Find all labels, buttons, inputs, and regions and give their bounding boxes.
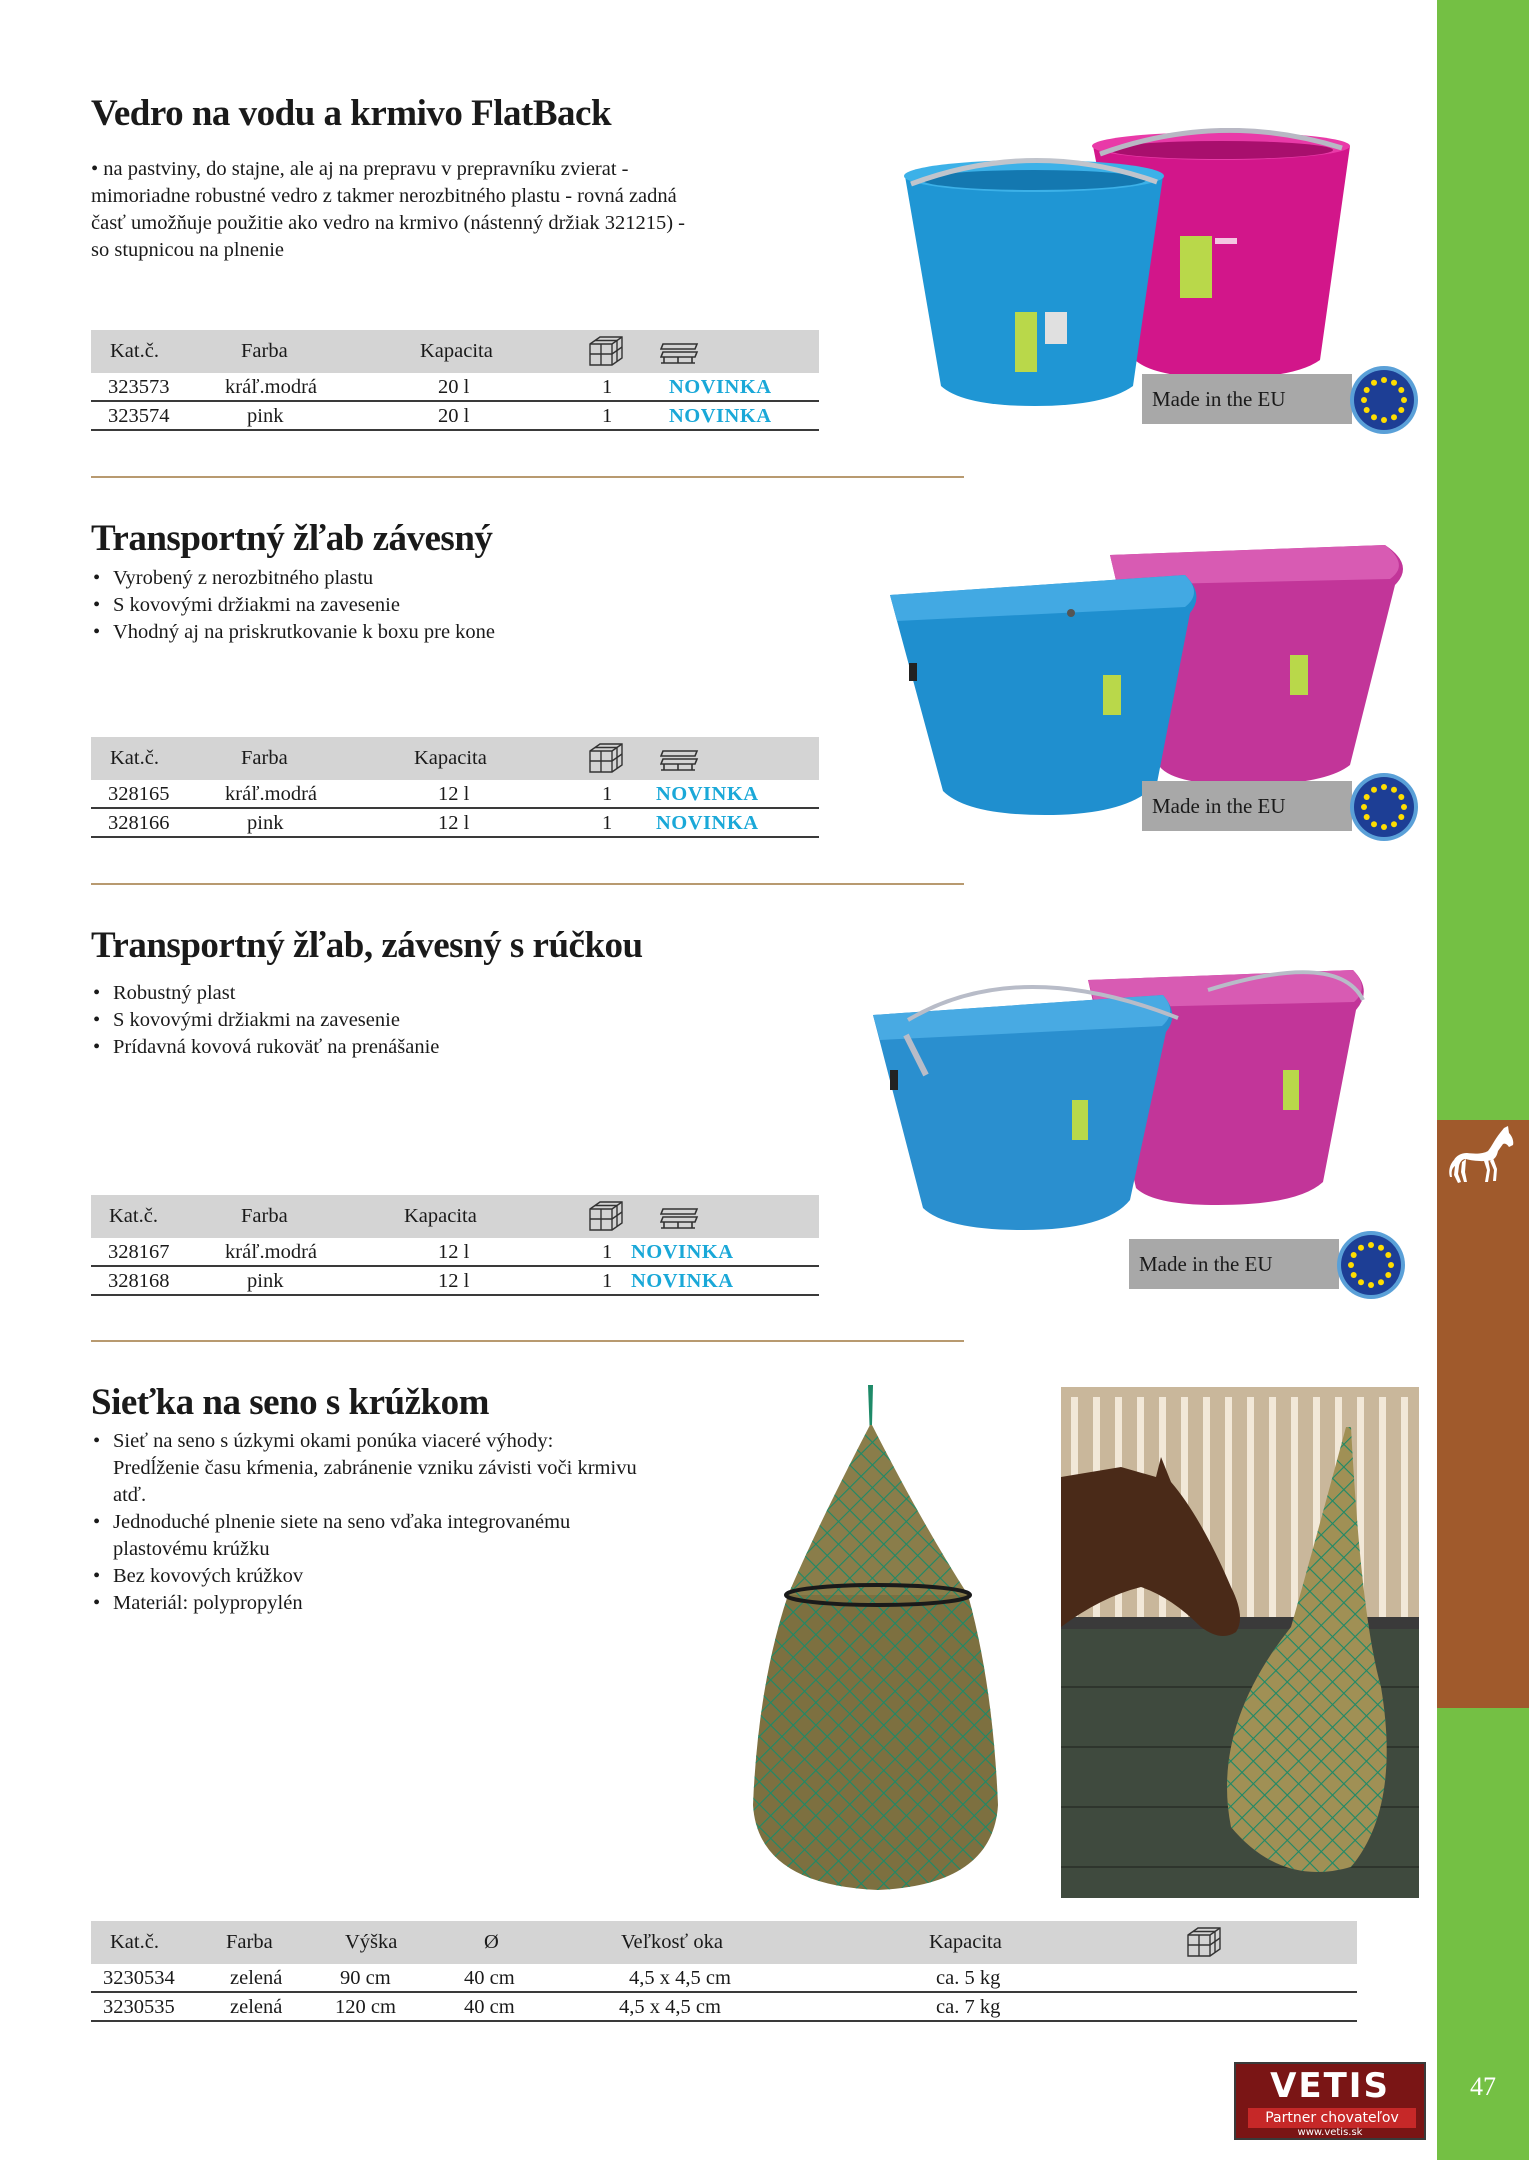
header-cat: Kat.č. <box>109 1205 158 1227</box>
cell-color: pink <box>247 1270 284 1292</box>
vetis-logo <box>1234 2062 1426 2140</box>
cell-color: kráľ.modrá <box>225 783 317 805</box>
horse-stall-photo <box>1061 1387 1419 1898</box>
side-bar-green <box>1437 0 1529 2160</box>
description-line: časť umožňuje použitie ako vedro na krmivo (nástenný držiak 321215) - <box>91 212 685 234</box>
novinka-badge: NOVINKA <box>656 783 759 805</box>
cell-capacity: 12 l <box>438 1241 470 1263</box>
section-3-bullets <box>91 980 439 1061</box>
table-row <box>91 780 819 809</box>
list-item: • Bez kovových krúžkov <box>93 1565 304 1587</box>
box-icon <box>588 334 624 368</box>
cell-cat: 3230535 <box>103 1996 175 2018</box>
list-item: • Materiál: polypropylén <box>93 1592 303 1614</box>
header-diameter: Ø <box>484 1931 499 1953</box>
cell-cat: 328168 <box>108 1270 170 1292</box>
table-row <box>91 1238 819 1267</box>
section-1-table <box>91 330 819 431</box>
table-header <box>91 737 819 780</box>
table-row <box>91 402 819 431</box>
box-icon <box>1186 1925 1222 1959</box>
cell-cat: 328165 <box>108 783 170 805</box>
table-row <box>91 1993 1357 2022</box>
cell-height: 120 cm <box>335 1996 396 2018</box>
header-capacity: Kapacita <box>404 1205 477 1227</box>
cell-cat: 323574 <box>108 405 170 427</box>
pallet-icon <box>660 1205 700 1231</box>
cell-color: pink <box>247 812 284 834</box>
header-mesh-size: Veľkosť oka <box>621 1931 723 1953</box>
novinka-badge: NOVINKA <box>631 1241 734 1263</box>
header-color: Farba <box>241 1205 288 1227</box>
header-capacity: Kapacita <box>420 340 493 362</box>
eu-flag-icon <box>1349 365 1419 435</box>
made-in-eu-badge <box>1142 374 1422 424</box>
list-item-text: Sieť na seno s úzkymi okami ponúka viaceré výhody: <box>113 1430 554 1452</box>
list-item-continuation: plastovému krúžku <box>113 1538 270 1560</box>
section-1-title: Vedro na vodu a krmivo FlatBack <box>91 93 612 134</box>
header-cat: Kat.č. <box>110 747 159 769</box>
cell-diameter: 40 cm <box>464 1967 515 1989</box>
table-row <box>91 1964 1357 1993</box>
box-icon <box>588 741 624 775</box>
cell-capacity: 20 l <box>438 376 470 398</box>
section-1-description <box>91 156 685 264</box>
description-line: so stupnicou na plnenie <box>91 239 285 261</box>
cell-pack: 1 <box>602 1270 613 1292</box>
description-line: mimoriadne robustné vedro z takmer nerozbitného plastu - rovná zadná <box>91 185 677 207</box>
made-in-eu-label: Made in the EU <box>1129 1239 1339 1289</box>
cell-color: kráľ.modrá <box>225 1241 317 1263</box>
pallet-icon <box>660 340 700 366</box>
flatback-bucket-image <box>895 128 1355 408</box>
description-line: • na pastviny, do stajne, ale aj na prepravu v prepravníku zvierat - <box>91 158 629 180</box>
cell-height: 90 cm <box>340 1967 391 1989</box>
section-3-table <box>91 1195 819 1296</box>
cell-cat: 3230534 <box>103 1967 175 1989</box>
header-color: Farba <box>241 340 288 362</box>
cell-cat: 323573 <box>108 376 170 398</box>
pallet-icon <box>660 747 700 773</box>
section-2-title: Transportný žľab závesný <box>91 518 493 559</box>
section-4-title: Sieťka na seno s krúžkom <box>91 1382 489 1423</box>
cell-color: zelená <box>230 1967 283 1989</box>
cell-color: zelená <box>230 1996 283 2018</box>
cell-capacity: 12 l <box>438 812 470 834</box>
eu-flag-icon <box>1349 772 1419 842</box>
header-cat: Kat.č. <box>110 1931 159 1953</box>
cell-capacity: 12 l <box>438 783 470 805</box>
trough-with-handle-image <box>868 960 1373 1240</box>
made-in-eu-label: Made in the EU <box>1142 781 1352 831</box>
table-row <box>91 809 819 838</box>
cell-pack: 1 <box>602 405 613 427</box>
list-item-continuation: atď. <box>113 1484 147 1506</box>
list-item: • Vyrobený z nerozbitného plastu <box>91 565 495 592</box>
cell-mesh-size: 4,5 x 4,5 cm <box>629 1967 731 1989</box>
novinka-badge: NOVINKA <box>656 812 759 834</box>
list-item: • S kovovými držiakmi na zavesenie <box>91 592 495 619</box>
table-row <box>91 373 819 402</box>
novinka-badge: NOVINKA <box>669 405 772 427</box>
header-color: Farba <box>241 747 288 769</box>
header-height: Výška <box>345 1931 398 1953</box>
list-item-text: Jednoduché plnenie siete na seno vďaka integrovanému <box>113 1511 571 1533</box>
brand-name: VETIS <box>1270 2066 1390 2106</box>
section-divider <box>91 476 964 478</box>
section-divider <box>91 883 964 885</box>
brand-url: www.vetis.sk <box>1297 2127 1363 2138</box>
list-item-text: Bez kovových krúžkov <box>113 1565 304 1587</box>
cell-capacity: ca. 5 kg <box>936 1967 1001 1989</box>
table-header <box>91 1195 819 1238</box>
novinka-badge: NOVINKA <box>631 1270 734 1292</box>
box-icon <box>588 1199 624 1233</box>
cell-cat: 328167 <box>108 1241 170 1263</box>
hay-net-image <box>748 1385 1008 1895</box>
page-number: 47 <box>1470 2072 1496 2101</box>
cell-color: pink <box>247 405 284 427</box>
cell-cat: 328166 <box>108 812 170 834</box>
list-item-continuation: Predĺženie času kŕmenia, zabránenie vzniku závisti voči krmivu <box>113 1457 637 1479</box>
cell-diameter: 40 cm <box>464 1996 515 2018</box>
made-in-eu-badge <box>1129 1239 1409 1289</box>
cell-pack: 1 <box>602 783 613 805</box>
section-divider <box>91 1340 964 1342</box>
header-capacity: Kapacita <box>414 747 487 769</box>
table-header <box>91 1921 1357 1964</box>
eu-flag-icon <box>1336 1230 1406 1300</box>
header-color: Farba <box>226 1931 273 1953</box>
header-capacity: Kapacita <box>929 1931 1002 1953</box>
table-row <box>91 1267 819 1296</box>
cell-pack: 1 <box>602 812 613 834</box>
list-item: • S kovovými držiakmi na zavesenie <box>91 1007 439 1034</box>
list-item-text: Materiál: polypropylén <box>113 1592 303 1614</box>
brand-tagline: Partner chovateľov <box>1248 2108 1416 2128</box>
cell-mesh-size: 4,5 x 4,5 cm <box>619 1996 721 2018</box>
section-4-table <box>91 1921 1357 2022</box>
made-in-eu-badge <box>1142 781 1422 831</box>
section-3-title: Transportný žľab, závesný s rúčkou <box>91 925 643 966</box>
side-bar-brown <box>1437 1120 1529 1708</box>
cell-capacity: ca. 7 kg <box>936 1996 1001 2018</box>
list-item: • Prídavná kovová rukoväť na prenášanie <box>91 1034 439 1061</box>
list-item: • Jednoduché plnenie siete na seno vďaka integrovanému <box>93 1511 571 1533</box>
cell-capacity: 12 l <box>438 1270 470 1292</box>
novinka-badge: NOVINKA <box>669 376 772 398</box>
cell-pack: 1 <box>602 1241 613 1263</box>
section-2-bullets <box>91 565 495 646</box>
cell-capacity: 20 l <box>438 405 470 427</box>
section-4-bullets <box>91 1428 637 1617</box>
cell-pack: 1 <box>602 376 613 398</box>
header-cat: Kat.č. <box>110 340 159 362</box>
section-2-table <box>91 737 819 838</box>
table-header <box>91 330 819 373</box>
hanging-trough-image <box>885 535 1410 820</box>
horse-icon <box>1448 1124 1518 1186</box>
made-in-eu-label: Made in the EU <box>1142 374 1352 424</box>
cell-color: kráľ.modrá <box>225 376 317 398</box>
list-item: • Vhodný aj na priskrutkovanie k boxu pre kone <box>91 619 495 646</box>
list-item: • Sieť na seno s úzkymi okami ponúka viaceré výhody: <box>93 1430 554 1452</box>
list-item: • Robustný plast <box>91 980 439 1007</box>
